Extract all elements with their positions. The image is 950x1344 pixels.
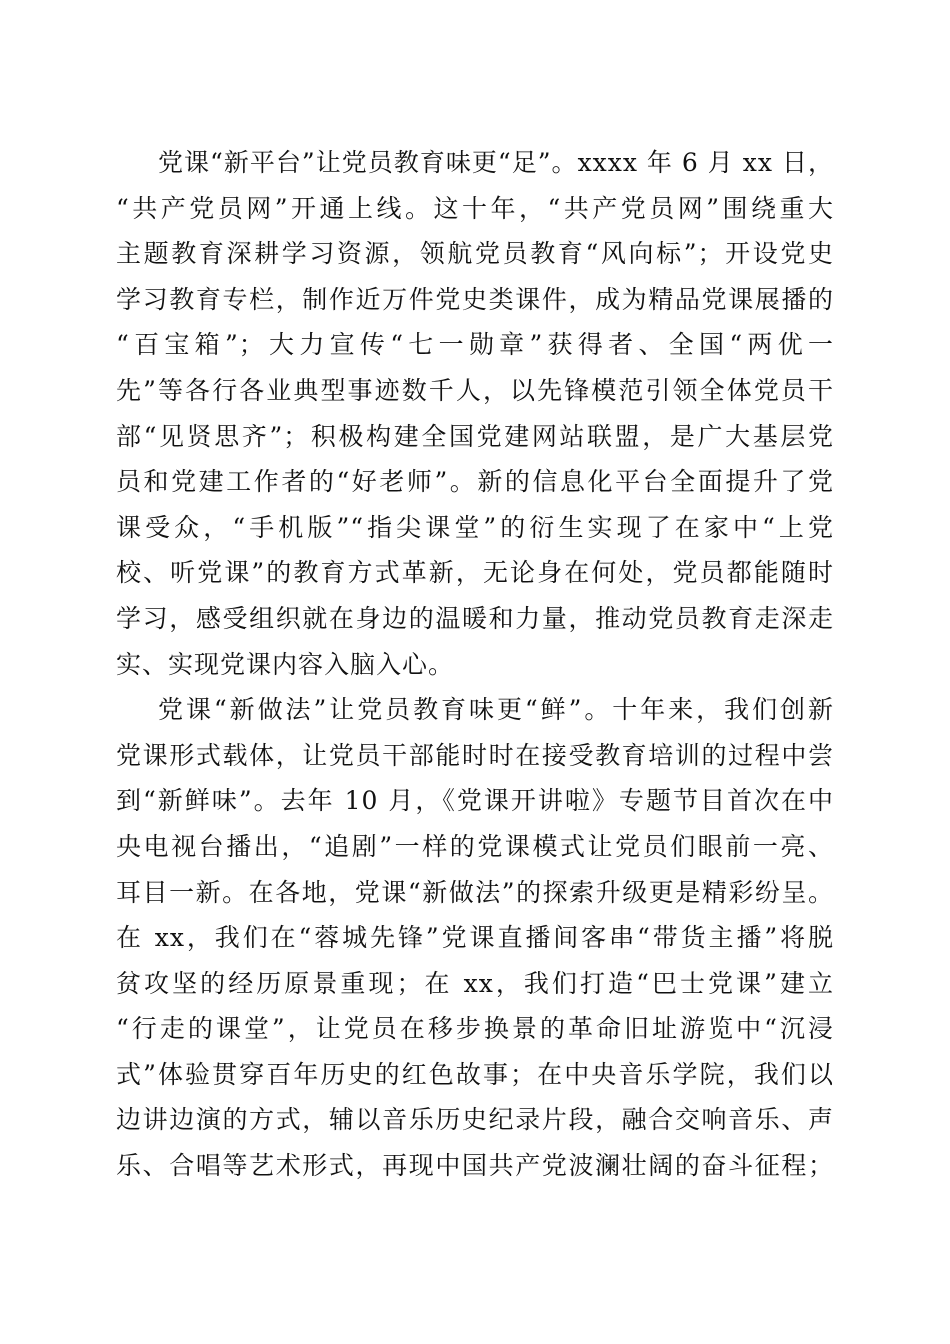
paragraph-1	[116, 140, 834, 687]
text-line: 央电视台播出，“追剧”一样的党课模式让党员们眼前一亮、	[116, 831, 834, 861]
paragraph-2	[116, 687, 834, 1189]
text-line: 课受众，“手机版”“指尖课堂”的衍生实现了在家中“上党	[116, 512, 834, 542]
text-line: “共产党员网”开通上线。这十年，“共产党员网”围绕重大	[116, 193, 834, 223]
text-line: 在 xx，我们在“蓉城先锋”党课直播间客串“带货主播”将脱	[116, 923, 834, 953]
text-line: 式”体验贯穿百年历史的红色故事；在中央音乐学院，我们以	[116, 1059, 834, 1089]
text-line: 部“见贤思齐”；积极构建全国党建网站联盟，是广大基层党	[116, 421, 834, 451]
text-line: 党课“新平台”让党员教育味更“足”。xxxx 年 6 月 xx 日，	[158, 148, 834, 177]
text-line: 实、实现党课内容入脑入心。	[116, 649, 455, 679]
text-line: 学习，感受组织就在身边的温暖和力量，推动党员教育走深走	[116, 603, 834, 633]
text-line: 党课形式载体，让党员干部能时时在接受教育培训的过程中尝	[116, 740, 834, 770]
document-body	[116, 140, 834, 1189]
text-line: 乐、合唱等艺术形式，再现中国共产党波澜壮阔的奋斗征程；	[116, 1151, 834, 1181]
text-line: 党课“新做法”让党员教育味更“鲜”。十年来，我们创新	[158, 695, 834, 725]
text-line: 员和党建工作者的“好老师”。新的信息化平台全面提升了党	[116, 467, 834, 497]
text-line: 到“新鲜味”。去年 10 月，《党课开讲啦》专题节目首次在中	[116, 786, 834, 816]
text-line: 耳目一新。在各地，党课“新做法”的探索升级更是精彩纷呈。	[116, 877, 834, 907]
text-line: 先”等各行各业典型事迹数千人，以先锋模范引领全体党员干	[116, 375, 834, 405]
text-line: 学习教育专栏，制作近万件党史类课件，成为精品党课展播的	[116, 284, 834, 314]
text-line: 校、听党课”的教育方式革新，无论身在何处，党员都能随时	[116, 558, 834, 588]
text-line: 贫攻坚的经历原景重现；在 xx，我们打造“巴士党课”建立	[116, 968, 834, 998]
text-line: “行走的课堂”，让党员在移步换景的革命旧址游览中“沉浸	[116, 1014, 834, 1044]
text-line: 主题教育深耕学习资源，领航党员教育“风向标”；开设党史	[116, 239, 834, 269]
text-line: 边讲边演的方式，辅以音乐历史纪录片段，融合交响音乐、声	[116, 1105, 834, 1135]
text-line: “百宝箱”；大力宣传“七一勋章”获得者、全国“两优一	[116, 330, 834, 360]
